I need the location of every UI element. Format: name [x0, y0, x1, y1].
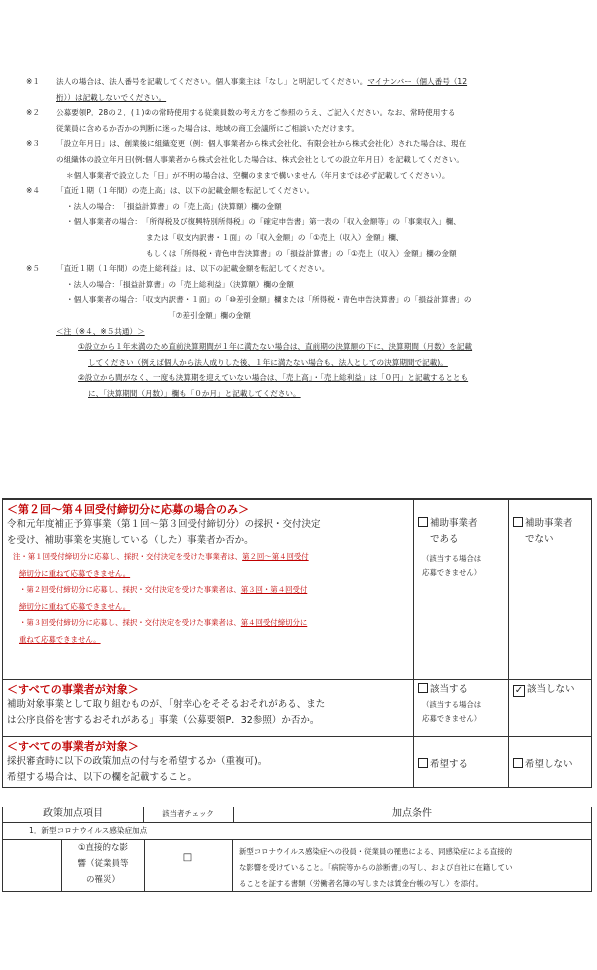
- note-item: [0, 261, 597, 323]
- note-line: の組織体の設立年月日(例:個人事業者から株式会社化した場合は、株式会社としての設立年月日）を記載してください。: [56, 154, 464, 164]
- option-note: 応募できません）: [422, 714, 482, 723]
- section-public-order: [2, 680, 592, 737]
- note-line: 従業員に含めるか否かの判断に迷った場合は、地域の商工会議所にご相談いただけます。: [56, 123, 360, 133]
- option-no-wish[interactable]: 希望しない: [513, 757, 587, 773]
- section-heading: ＜すべての事業者が対象＞: [7, 740, 139, 753]
- policy-check-box[interactable]: □: [143, 840, 233, 891]
- note-item: [0, 136, 597, 183]
- policy-condition: 新型コロナウイルス感染症への役員・従業員の罹患による、同感染症による直接的 な影響を受けていること。｢病院等からの診断書｣の写し、および自社に在籍してい ることを証する書類（労働者名簿の写しまたは賃金台帳の写し）を添付。: [239, 847, 513, 888]
- note-mark: ※５: [26, 264, 40, 274]
- caution-line: してください（例えば個人から法人成りした後、１年に満たない場合も、法人としての決算期間で記載)。: [88, 357, 448, 367]
- note-mark: ※３: [26, 139, 40, 149]
- note-line: ・法人の場合： 「損益計算書」の「売上高」(決算額）欄の金額: [66, 201, 282, 211]
- note-mark: ※４: [26, 186, 40, 196]
- policy-item: ①直接的な影 響（従業員等 の罹災）: [61, 840, 145, 891]
- caution-line: ②設立から間がなく、一度も決算期を迎えていない場合は、「売上高」・「売上総利益」は「０円」と記載するととも: [78, 373, 469, 383]
- question-line: 補助対象事業として取り組むものが､「射幸心をそそるおそれがある、また: [7, 699, 326, 710]
- option-grantee-no[interactable]: 補助事業者: [513, 516, 587, 532]
- option-label: である: [430, 534, 459, 545]
- note-mark: ※１: [26, 77, 40, 86]
- underlined-text: マイナンバー（個人番号（12: [367, 77, 468, 86]
- restriction-line: 注・第１回受付締切分に応募し、採択・交付決定を受けた事業者は、第２回～第４回受付: [13, 552, 309, 561]
- checkbox-icon[interactable]: [418, 683, 428, 693]
- restriction-line: [7, 566, 409, 583]
- note-line: 法人の場合は、法人番号を記載してください。個人事業主は「なし」と明記してください。マイナンバー（個人番号（12: [56, 77, 468, 86]
- underlined-text: 重ねて応募できません。: [19, 634, 101, 644]
- restriction-line: [7, 599, 409, 616]
- section-previous-grant: [2, 498, 592, 680]
- option-wish[interactable]: 希望する: [418, 757, 504, 773]
- section-heading: ＜第２回～第４回受付締切分に応募の場合のみ＞: [7, 503, 249, 516]
- note-line: 「設立年月日」は、創業後に組織変更（例：個人事業者から株式会社化、有限会社から株式会社化）された場合は、現在: [56, 139, 467, 149]
- caution-line: ①設立から１年未満のため直前決算期間が１年に満たない場合は、直前期の決算額の下に、決算期間（月数）を記載: [78, 342, 473, 352]
- checked-checkbox-icon[interactable]: ✓: [514, 685, 524, 696]
- question-line: を受け、補助事業を実施している（した）事業者か否か。: [7, 535, 254, 546]
- option-note: 応募できません）: [422, 568, 482, 577]
- note-line: 「直近１期（１年間）の売上高」は、以下の記載金額を転記してください。: [56, 186, 315, 196]
- note-line: ・個人事業者の場合：「収支内訳書・１面」の「⑩差引金額」欄または「所得税・青色申告決算書」の「損益計算書」の: [66, 295, 472, 305]
- section-heading: ＜すべての事業者が対象＞: [7, 683, 139, 696]
- question-line: は公序良俗を害するおそれがある」事業（公募要領P．32参照）か否か。: [7, 715, 320, 726]
- underlined-text: 締切分に重ねて応募できません。: [19, 601, 131, 611]
- policy-table-header: [3, 807, 591, 823]
- option-grantee-yes[interactable]: 補助事業者: [418, 516, 504, 532]
- note-line: または「収支内訳書・１面」の「収入金額」の「①売上（収入）金額」欄、: [146, 232, 404, 242]
- header-check: 該当者チェック: [143, 807, 234, 822]
- underlined-text: 第４回受付締切分に: [240, 618, 308, 627]
- question-line: 令和元年度補正予算事業（第１回～第３回受付締切分）の採択・交付決定: [7, 519, 321, 530]
- question-line: 採択審査時に以下の政策加点の付与を希望するか（重複可)。: [7, 756, 268, 767]
- underlined-text: 桁））は記載しないでください。: [56, 92, 167, 102]
- note-line: ・法人の場合：「損益計算書」の「売上総利益」（決算額）欄の金額: [66, 279, 294, 289]
- checkbox-icon[interactable]: [418, 758, 428, 768]
- note-item: [0, 183, 597, 261]
- note-line: 「⑦差引金額」欄の金額: [168, 310, 251, 320]
- question-line: 希望する場合は、以下の欄を記載すること。: [7, 772, 198, 783]
- checkbox-icon[interactable]: [513, 517, 523, 527]
- header-policy-item: 政策加点項目: [3, 807, 144, 822]
- restriction-line: ・第２回受付締切分に応募し、採択・交付決定を受けた事業者は、第３回・第４回受付: [19, 585, 308, 594]
- policy-points-table: [2, 807, 592, 892]
- note-line: 「直近１期（１年間）の売上総利益」は、以下の記載金額を転記してください。: [56, 264, 330, 274]
- note-line: 公募要領P．28の２．(１)②の常時使用する従業員数の考え方をご参照のうえ、ご記入ください。なお、常時使用する: [56, 108, 456, 118]
- restriction-line: [7, 632, 409, 649]
- underlined-text: 第３回・第４回受付: [240, 585, 308, 594]
- notes-section: [0, 74, 597, 401]
- restriction-line: ・第３回受付締切分に応募し、採択・交付決定を受けた事業者は、第４回受付締切分に: [19, 618, 308, 627]
- note-line: ・個人事業者の場合： 「所得税及び復興特別所得税」の「確定申告書」第一表の「収入金額等」の「事業収入」欄、: [66, 217, 461, 227]
- note-line: ＊個人事業者で設立した「日」が不明の場合は、空欄のままで構いません（年月までは必ず記載してください）。: [66, 170, 450, 180]
- option-label: でない: [525, 534, 554, 545]
- restriction-notes: [7, 549, 409, 648]
- checkbox-icon[interactable]: [513, 758, 523, 768]
- checkbox-icon[interactable]: [418, 517, 428, 527]
- application-table: [2, 498, 592, 788]
- note-mark: ※２: [26, 108, 40, 118]
- option-note: （該当する場合は: [422, 554, 482, 563]
- option-applicable[interactable]: 該当する: [418, 682, 504, 698]
- note-line: もしくは「所得税・青色申告決算書」の「損益計算書」の「①売上（収入）金額」欄の金額: [146, 248, 457, 258]
- underlined-text: 締切分に重ねて応募できません。: [19, 568, 131, 578]
- note-line: [56, 90, 597, 106]
- header-condition: 加点条件: [392, 808, 432, 819]
- underlined-text: 第２回～第４回受付: [242, 552, 309, 561]
- note-item: [0, 105, 597, 136]
- caution-title: ＜注（※４、※５共通）＞: [56, 326, 145, 336]
- option-not-applicable[interactable]: ✓ 該当しない: [514, 684, 575, 696]
- policy-category: 1．新型コロナウイルス感染症加点: [3, 822, 591, 840]
- section-policy-points: [2, 737, 592, 788]
- note-item: [0, 74, 597, 105]
- option-note: （該当する場合は: [422, 700, 482, 709]
- caution-line: に、「決算期間（月数）」欄も「０か月」と記載してください。: [88, 388, 301, 398]
